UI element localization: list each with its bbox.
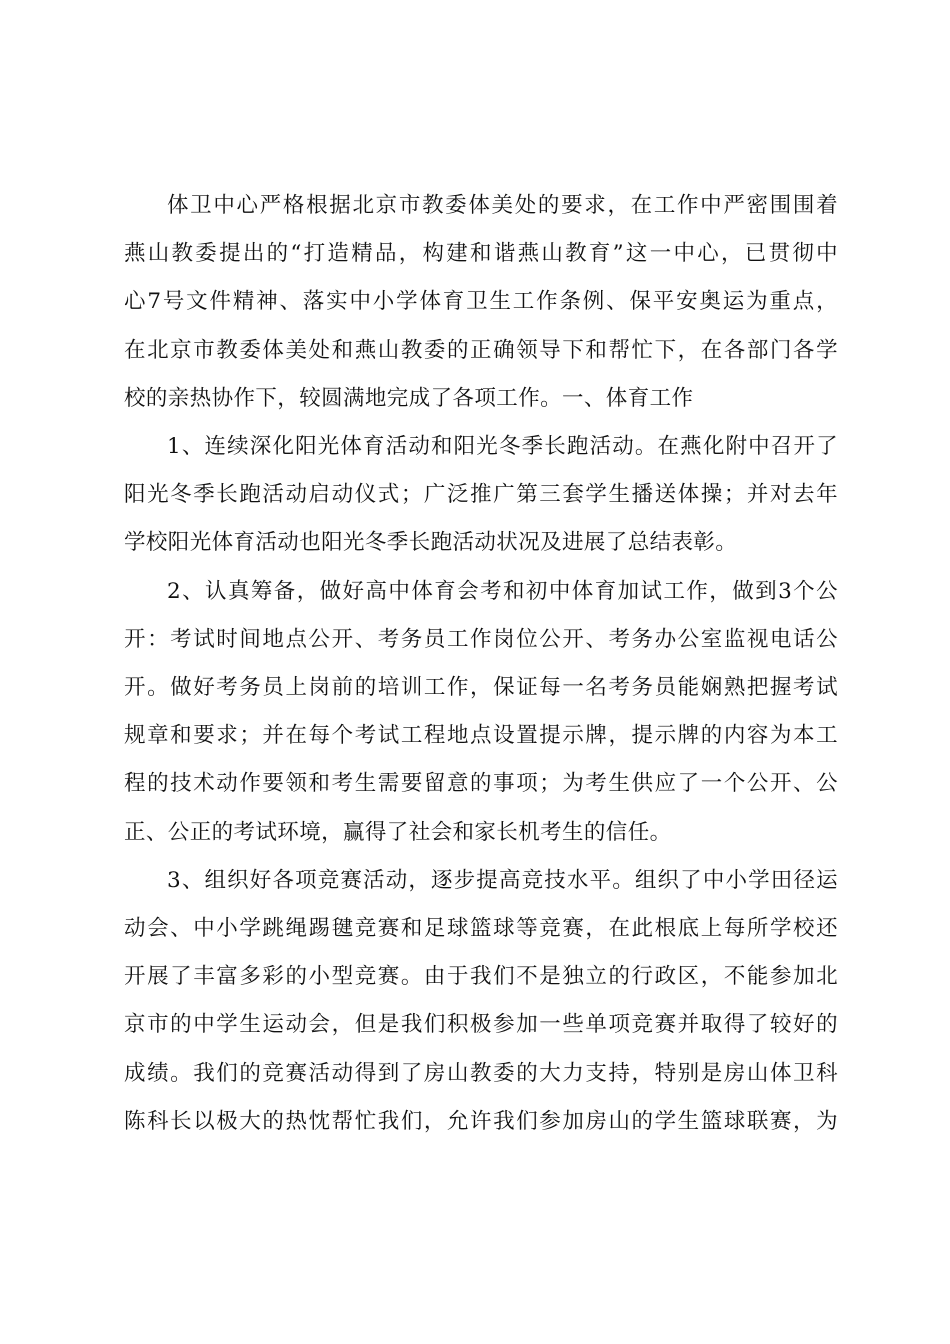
text-line: 学校阳光体育活动也阳光冬季长跑活动状况及进展了总结表彰。 [124,530,738,556]
text-line: 体卫中心严格根据北京市教委体美处的要求，在工作中严密围围着 [167,193,838,218]
text-line: 阳光冬季长跑活动启动仪式；广泛推广第三套学生播送体操；并对去年 [124,482,838,508]
paragraph-intro [124,182,838,423]
text-line: 3、组织好各项竞赛活动，逐步提高竞技水平。组织了中小学田径运 [167,867,838,893]
text-line: 在北京市教委体美处和燕山教委的正确领导下和帮忙下，在各部门各学 [124,337,838,363]
text-line: 陈科长以极大的热忱帮忙我们，允许我们参加房山的学生篮球联赛，为 [124,1108,838,1134]
text-line: 规章和要求；并在每个考试工程地点设置提示牌，提示牌的内容为本工 [124,723,838,749]
document-body [124,182,838,1146]
text-line: 2、认真筹备，做好高中体育会考和初中体育加试工作，做到3个公 [167,578,838,604]
text-line: 校的亲热协作下，较圆满地完成了各项工作。一、体育工作 [124,385,694,411]
text-line: 开。做好考务员上岗前的培训工作，保证每一名考务员能娴熟把握考试 [124,675,838,701]
text-line: 京市的中学生运动会，但是我们积极参加一些单项竞赛并取得了较好的 [124,1012,838,1038]
text-line: 1、连续深化阳光体育活动和阳光冬季长跑活动。在燕化附中召开了 [167,434,838,460]
paragraph-item-3 [124,857,838,1146]
text-line: 成绩。我们的竞赛活动得到了房山教委的大力支持，特别是房山体卫科 [124,1060,838,1086]
text-line: 开展了丰富多彩的小型竞赛。由于我们不是独立的行政区，不能参加北 [124,964,838,990]
text-line: 开：考试时间地点公开、考务员工作岗位公开、考务办公室监视电话公 [124,626,838,652]
paragraph-item-1 [124,423,838,568]
text-line: 程的技术动作要领和考生需要留意的事项；为考生供应了一个公开、公 [124,771,838,797]
paragraph-item-2 [124,568,838,857]
text-line: 正、公正的考试环境，赢得了社会和家长机考生的信任。 [124,819,672,845]
text-line: 心7号文件精神、落实中小学体育卫生工作条例、保平安奥运为重点， [124,289,838,315]
text-line: 燕山教委提出的“打造精品，构建和谐燕山教育”这一中心，已贯彻中 [124,241,838,267]
text-line: 动会、中小学跳绳踢毽竞赛和足球篮球等竞赛，在此根底上每所学校还 [124,916,838,942]
